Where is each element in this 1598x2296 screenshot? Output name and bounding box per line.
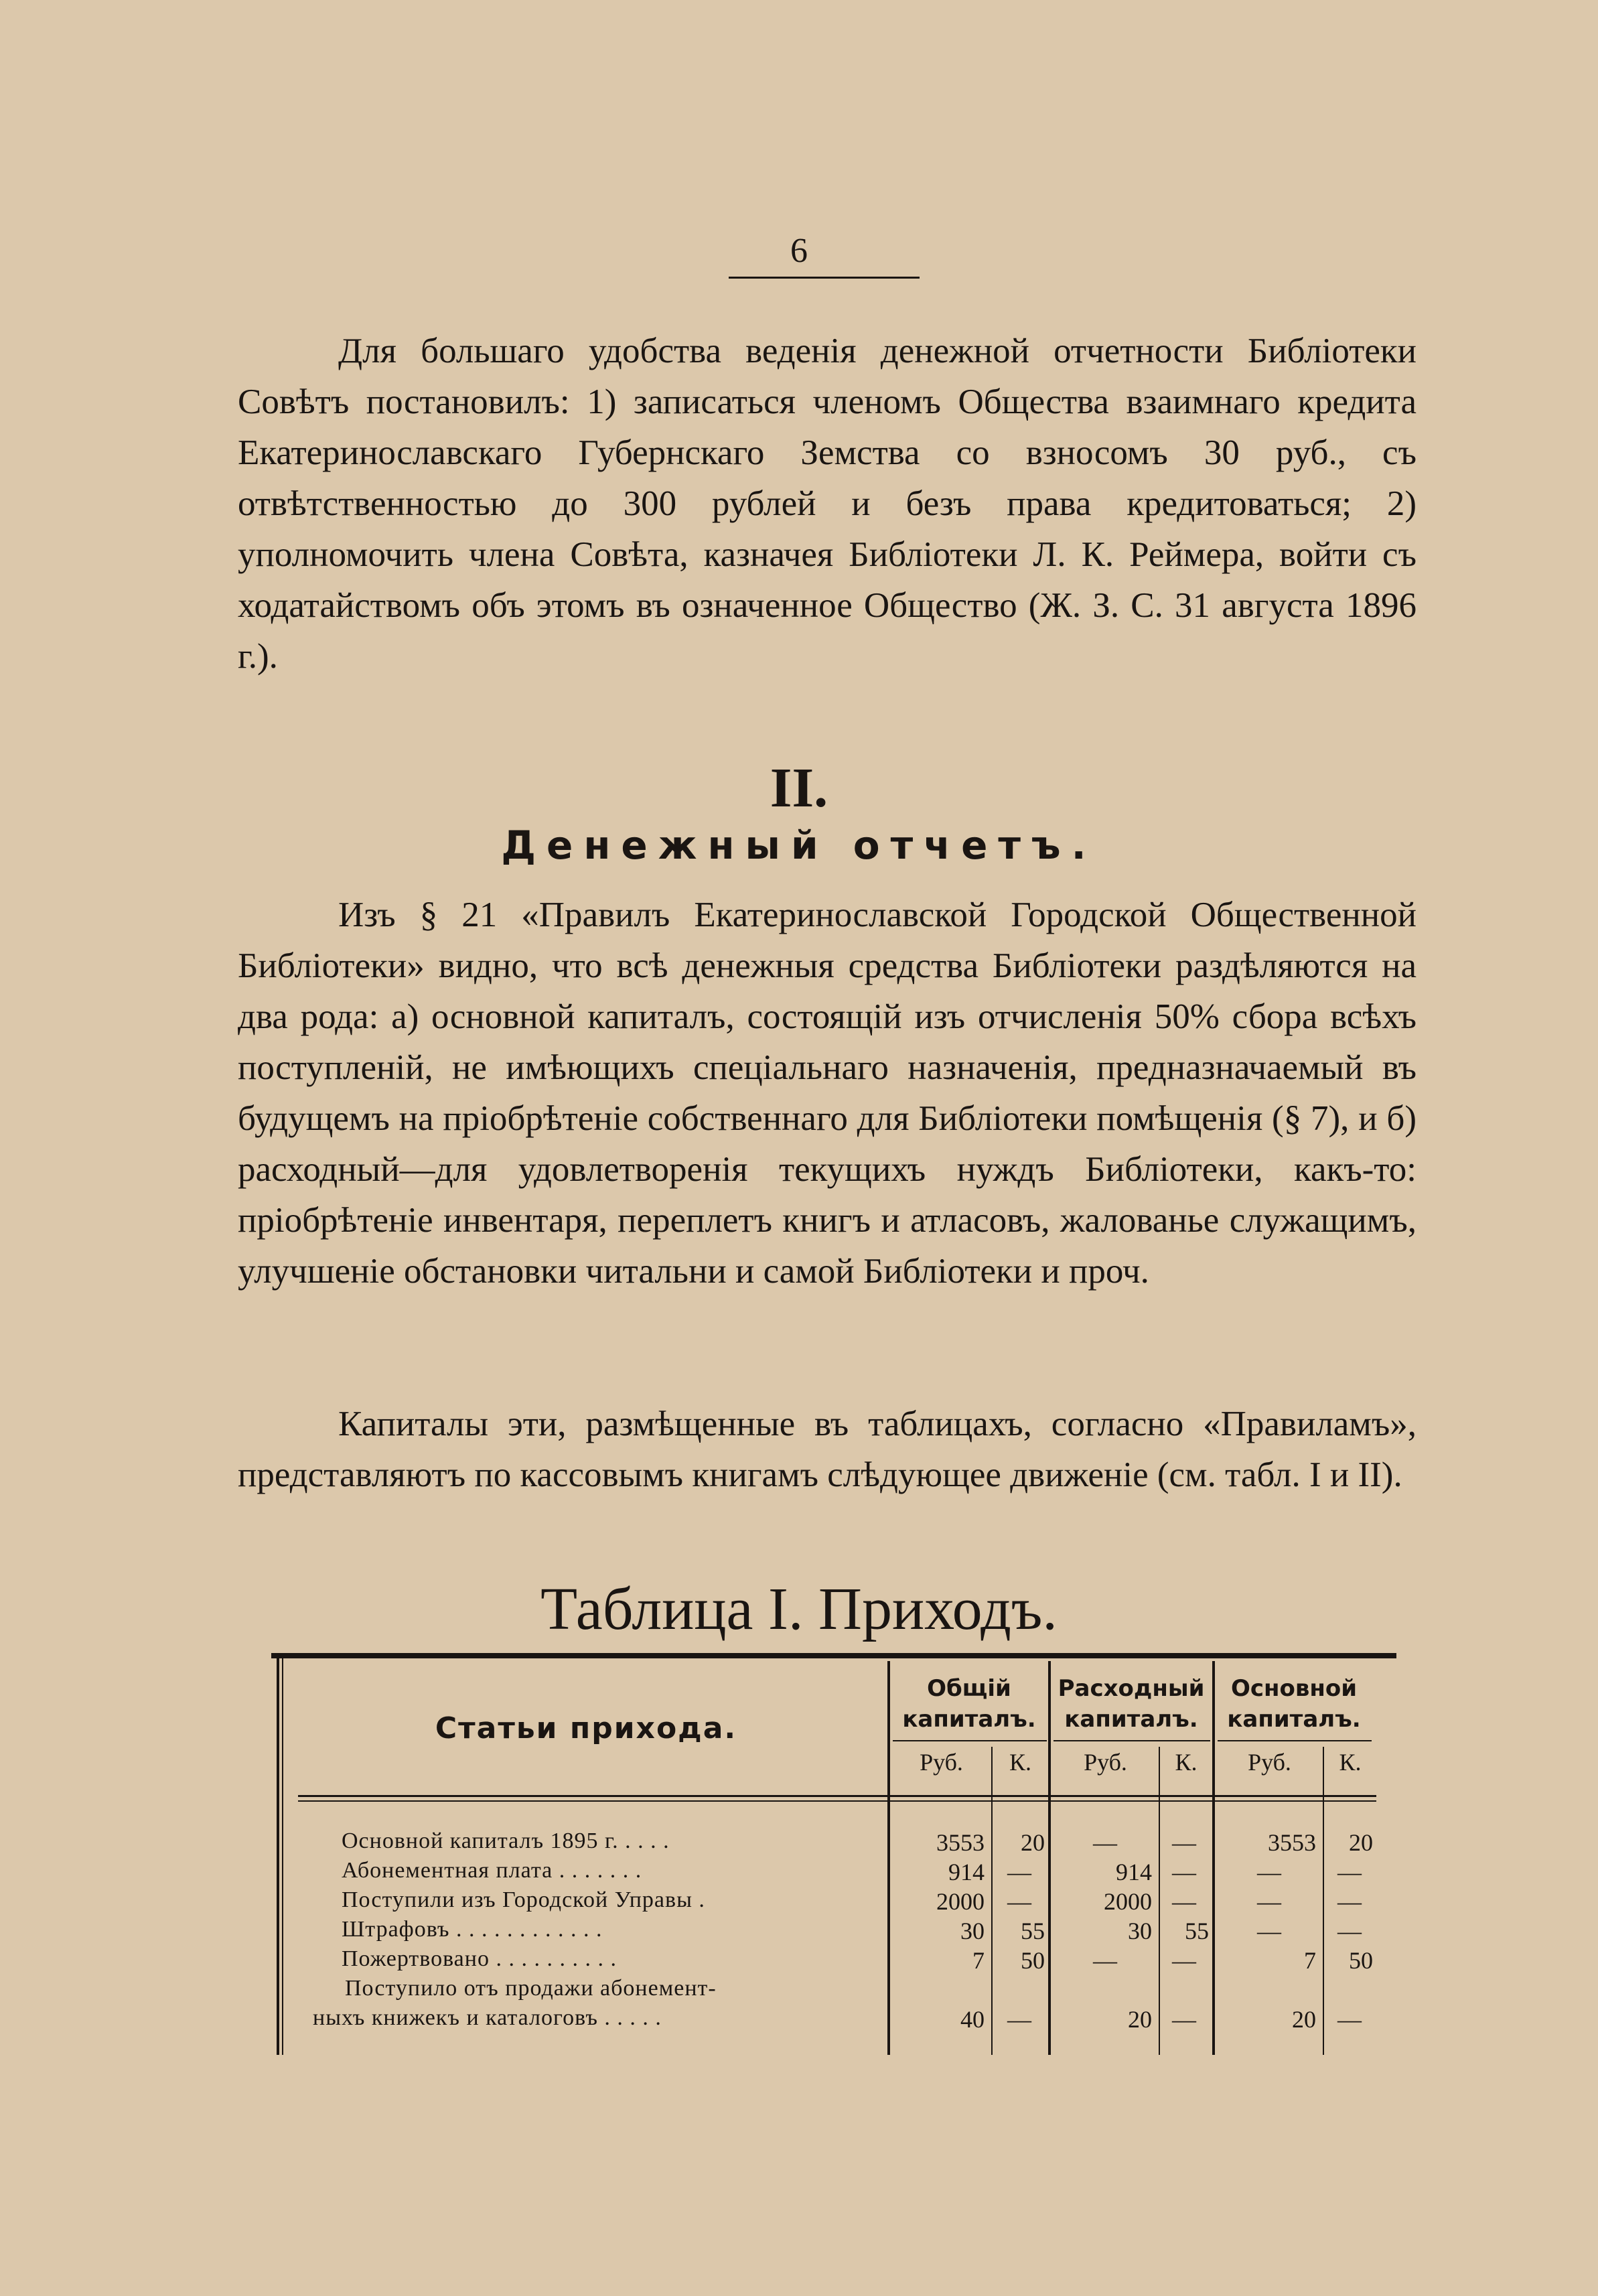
cell-e_r: — <box>1093 1947 1117 1974</box>
cell-e_r: 2000 <box>1104 1888 1152 1915</box>
table-left-rule-2 <box>282 1653 283 2055</box>
cell-g_r: 7 <box>972 1947 985 1974</box>
col-divider-base <box>1212 1661 1215 2055</box>
cell-g_k: — <box>1007 2006 1031 2033</box>
page-number-rule <box>729 277 920 279</box>
cell-g_r: 40 <box>960 2006 985 2033</box>
row-label: Пожертвовано . . . . . . . . . . <box>342 1946 617 1971</box>
table-left-rule <box>277 1653 279 2055</box>
cell-b_k: — <box>1337 1888 1362 1915</box>
cell-g_r: 914 <box>948 1859 985 1885</box>
cell-e_k: — <box>1172 1888 1196 1915</box>
cell-b_r: 7 <box>1304 1947 1316 1974</box>
cell-g_r: 30 <box>960 1918 985 1944</box>
row-label-continued: ныхъ книжекъ и каталоговъ . . . . . <box>313 2005 662 2030</box>
cell-e_r: 20 <box>1128 2006 1152 2033</box>
cell-e_r: — <box>1093 1829 1117 1856</box>
paragraph-1: Для большаго удобства веденія денежной отчетности Библіотеки Совѣтъ постановилъ: 1) записаться членомъ Общества взаимнаго кредита Екатеринославскаго Губернскаго Земства со взносомъ 30 руб., съ отвѣтственностью до 300 рублей и безъ права кредитоваться; 2) уполномочить члена Совѣта, казначея Библіотеки Л. К. Реймера, войти съ ходатайствомъ объ этомъ въ означенное Общество (Ж. З. С. 31 августа 1896 г.). <box>238 332 1417 676</box>
table-title: Таблица I. Приходъ. <box>540 1576 1058 1642</box>
paragraph-2: Изъ § 21 «Правилъ Екатеринославской Городской Общественной Библіотеки» видно, что всѣ денежныя средства Библіотеки раздѣляются на два рода: а) основной капиталъ, состоящій изъ отчисленія 50% сбора всѣхъ поступленій, не имѣющихъ спеціальнаго назначенія, предназначаемый въ будущемъ на пріобрѣтеніе собственнаго для Библіотеки помѣщенія (§ 7), и б) расходный—для удовлетворенія текущихъ нуждъ Библіотеки, какъ-то: пріобрѣтеніе инвентаря, переплетъ книгъ и атласовъ, жалованье служащимъ, улучшеніе обстановки читальни и самой Библіотеки и проч. <box>238 895 1417 1291</box>
cell-g_r: 3553 <box>936 1829 985 1856</box>
cell-e_k: 55 <box>1185 1918 1209 1944</box>
col-divider-expense <box>1048 1661 1051 2055</box>
cell-b_k: — <box>1337 2006 1362 2033</box>
cell-b_r: — <box>1257 1859 1281 1885</box>
cell-g_k: 55 <box>1021 1918 1045 1944</box>
subheader-general-rub: Руб. <box>920 1749 963 1776</box>
cell-b_r: 3553 <box>1268 1829 1316 1856</box>
section-title: Денежный отчетъ. <box>501 822 1097 868</box>
subheader-expense-kop: К. <box>1175 1749 1197 1776</box>
section-number: II. <box>770 757 828 819</box>
header-items: Статьи прихода. <box>435 1711 737 1745</box>
subheader-expense-rub: Руб. <box>1084 1749 1127 1776</box>
subheader-general-kop: К. <box>1009 1749 1031 1776</box>
table-top-rule <box>271 1653 1396 1658</box>
subheader-base-kop: К. <box>1339 1749 1362 1776</box>
cell-g_r: 2000 <box>936 1888 985 1915</box>
cell-g_k: 50 <box>1021 1947 1045 1974</box>
col-subheader-rule-expense <box>1054 1740 1210 1741</box>
page-number: 6 <box>790 232 808 270</box>
row-label: Штрафовъ . . . . . . . . . . . . <box>342 1917 603 1942</box>
cell-b_k: 20 <box>1349 1829 1373 1856</box>
cell-b_k: — <box>1337 1859 1362 1885</box>
cell-e_r: 30 <box>1128 1918 1152 1944</box>
paragraph-3: Капиталы эти, размѣщенные въ таблицахъ, согласно «Правиламъ», представляютъ по кассовымъ книгамъ слѣдующее движеніе (см. табл. I и II). <box>238 1405 1417 1494</box>
row-label: Основной капиталъ 1895 г. . . . . <box>342 1828 670 1853</box>
cell-e_k: — <box>1172 2006 1196 2033</box>
cell-e_r: 914 <box>1116 1859 1152 1885</box>
cell-b_r: 20 <box>1292 2006 1316 2033</box>
header-base-capital: Основной капиталъ. <box>1227 1675 1361 1733</box>
cell-g_k: 20 <box>1021 1829 1045 1856</box>
cell-b_k: 50 <box>1349 1947 1373 1974</box>
cell-g_k: — <box>1007 1859 1031 1885</box>
header-expense-capital: Расходный капиталъ. <box>1058 1675 1205 1733</box>
header-general-capital: Общій капиталъ. <box>902 1675 1036 1733</box>
cell-e_k: — <box>1172 1947 1196 1974</box>
col-subheader-rule-base <box>1218 1740 1372 1741</box>
income-table <box>271 1653 1396 2055</box>
cell-b_r: — <box>1257 1918 1281 1944</box>
row-label: Абонементная плата . . . . . . . <box>342 1858 642 1883</box>
col-subheader-rule-general <box>893 1740 1047 1741</box>
cell-b_r: — <box>1257 1888 1281 1915</box>
subheader-base-rub: Руб. <box>1248 1749 1291 1776</box>
cell-g_k: — <box>1007 1888 1031 1915</box>
cell-e_k: — <box>1172 1859 1196 1885</box>
row-label: Поступили изъ Городской Управы . <box>342 1887 705 1912</box>
cell-b_k: — <box>1337 1918 1362 1944</box>
cell-e_k: — <box>1172 1829 1196 1856</box>
row-label: Поступило отъ продажи абонемент- <box>345 1976 717 2001</box>
